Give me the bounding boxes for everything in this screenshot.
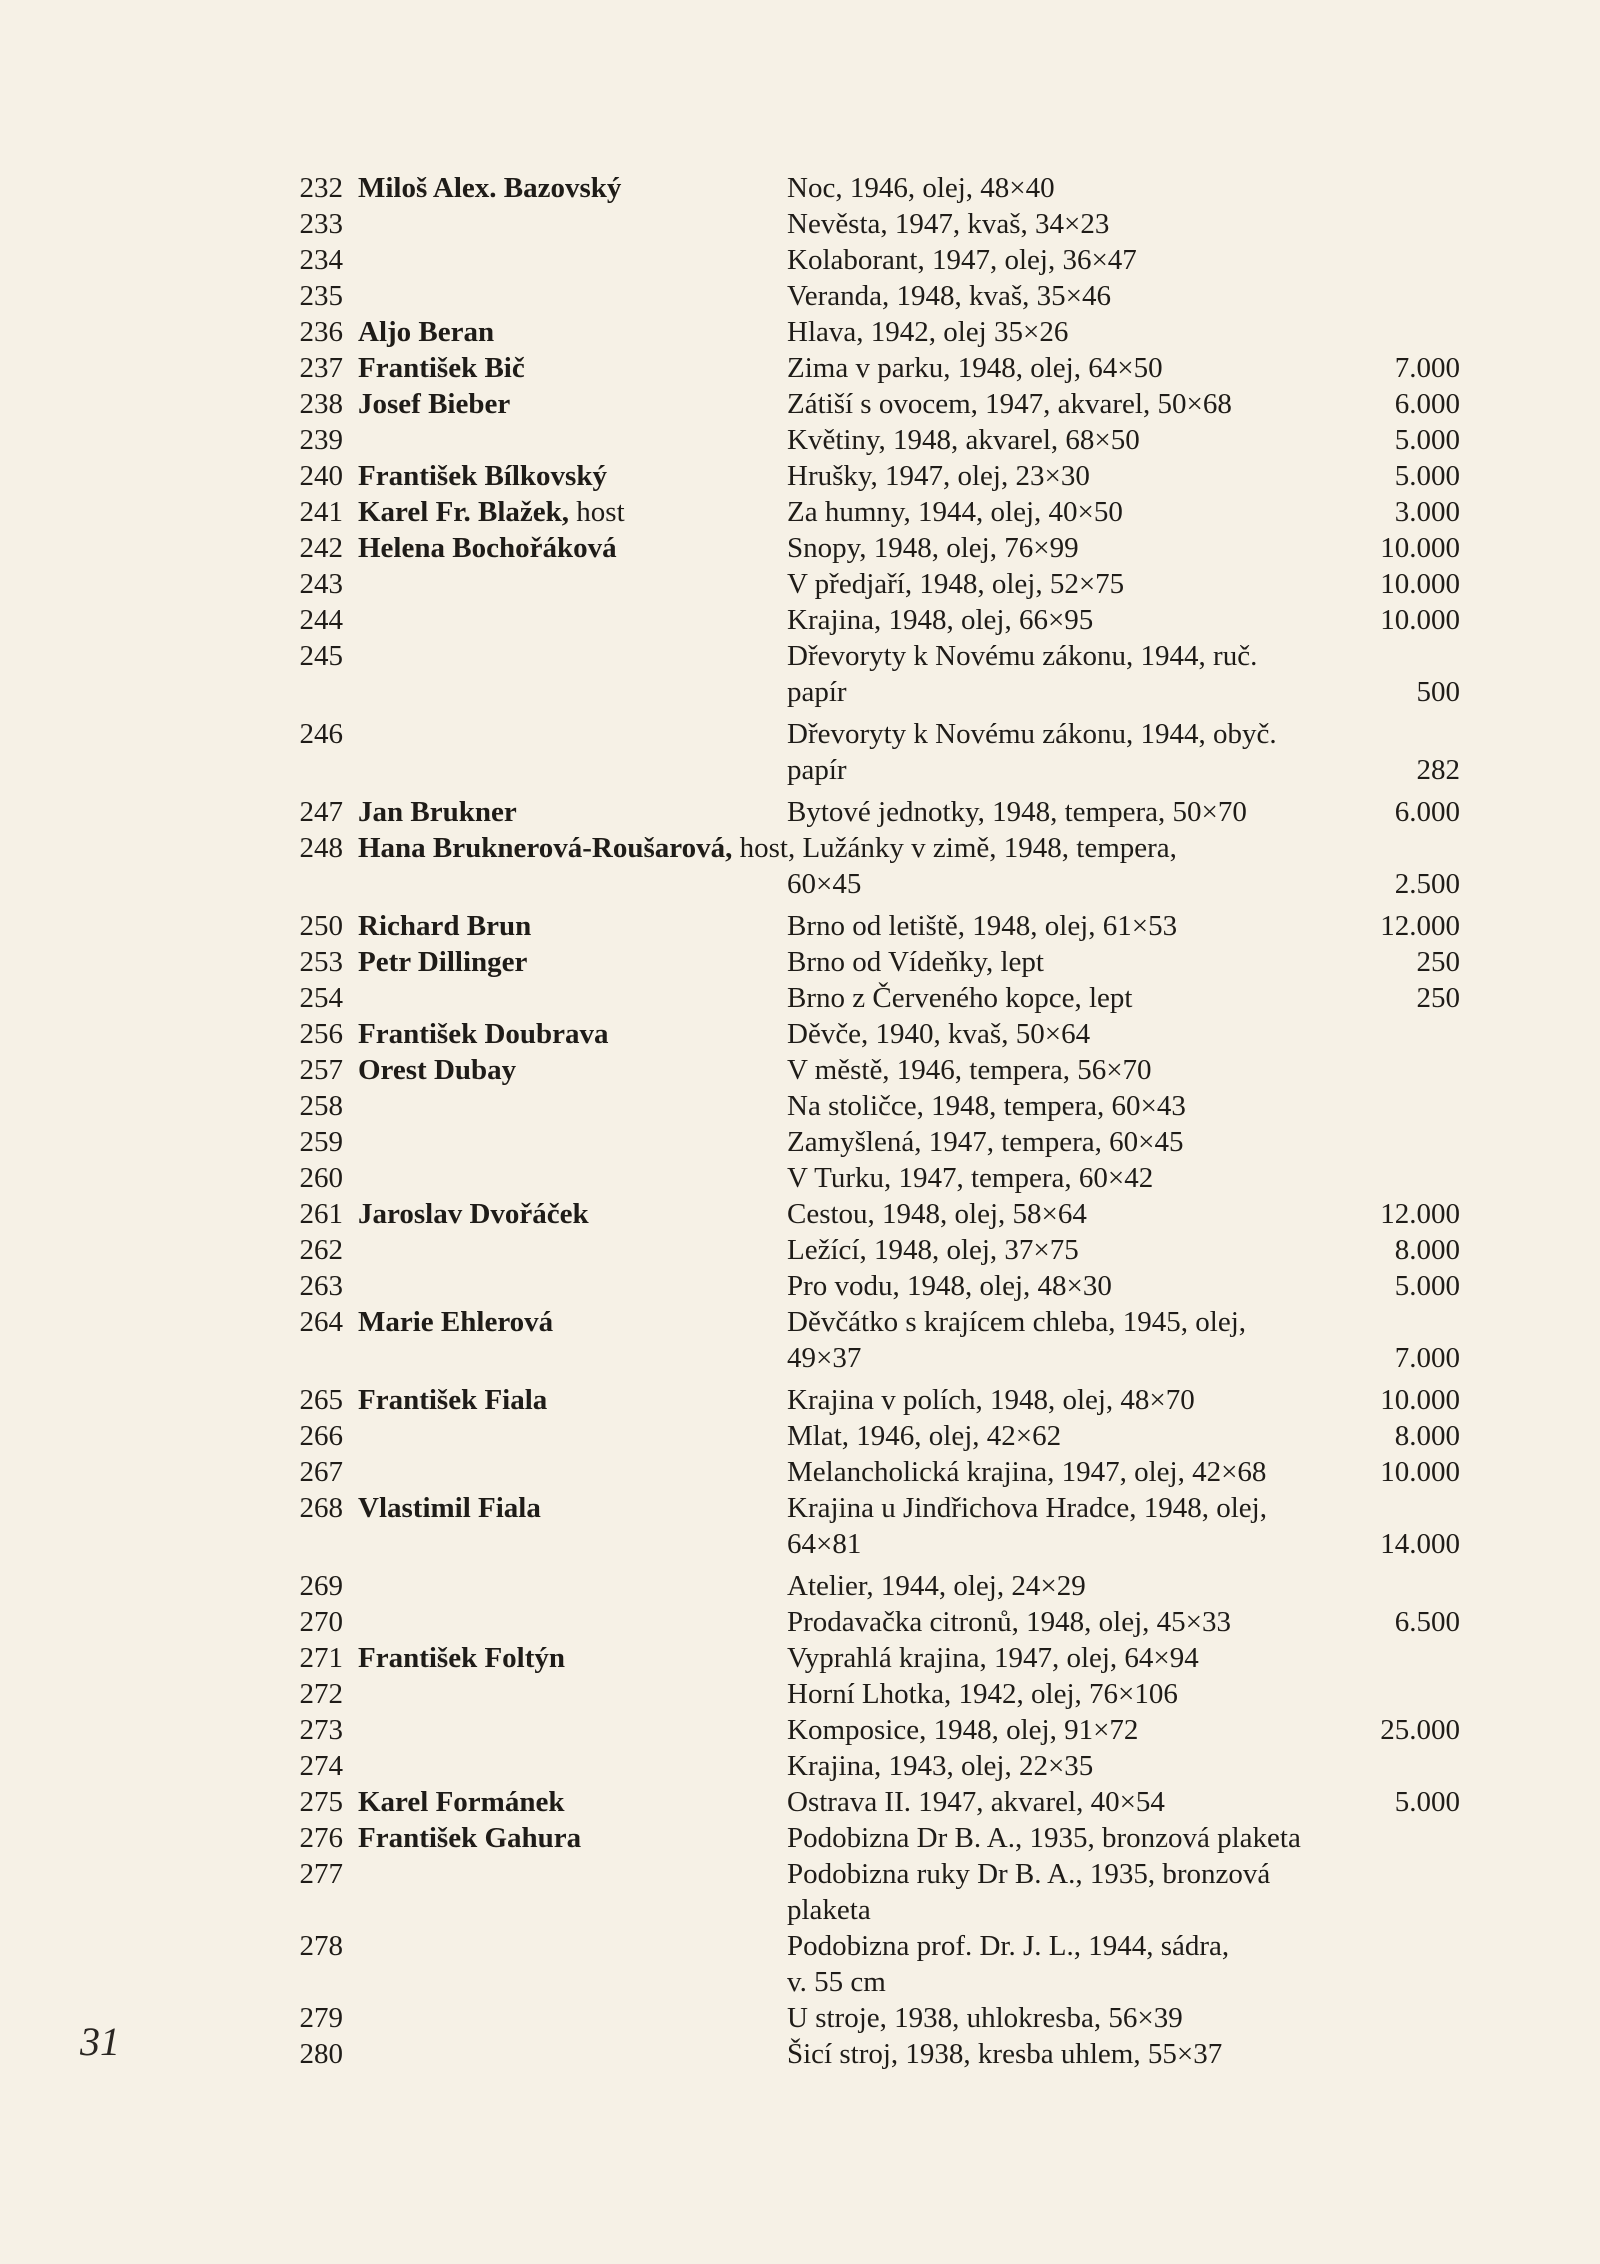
- catalog-entry: [0, 1928, 1600, 1964]
- catalog-entry: [0, 1526, 1600, 1562]
- work-description: Dřevoryty k Novému zákonu, 1944, ruč.: [787, 640, 1258, 672]
- page-number: 31: [80, 2019, 120, 2064]
- work-description: plaketa: [787, 1894, 871, 1926]
- price: 250: [1416, 946, 1460, 978]
- catalog-entry: [0, 1748, 1600, 1784]
- catalog-entry: [0, 422, 1600, 458]
- entry-number: 241: [299, 496, 343, 528]
- catalog-entry: [0, 1640, 1600, 1676]
- entry-number: 277: [299, 1858, 343, 1890]
- work-description: Brno od letiště, 1948, olej, 61×53: [787, 910, 1178, 942]
- work-description: Podobizna ruky Dr B. A., 1935, bronzová: [787, 1858, 1271, 1890]
- entry-number: 233: [299, 208, 343, 240]
- work-description: 60×45: [787, 868, 862, 900]
- price: 6.000: [1394, 796, 1460, 828]
- catalog-entry: [0, 1232, 1600, 1268]
- catalog-entry: [0, 830, 1600, 866]
- artist-name: Miloš Alex. Bazovský: [358, 172, 622, 204]
- entry-number: 265: [299, 1384, 343, 1416]
- catalog-entry: [0, 1490, 1600, 1526]
- catalog-entry: [0, 350, 1600, 386]
- price: 10.000: [1380, 1456, 1460, 1488]
- price: 12.000: [1380, 1198, 1460, 1230]
- price: 5.000: [1394, 1270, 1460, 1302]
- entry-number: 279: [299, 2002, 343, 2034]
- artist-name: František Bič: [358, 352, 525, 384]
- entry-number: 236: [299, 316, 343, 348]
- catalog-entry: [0, 2000, 1600, 2036]
- price: 5.000: [1394, 1786, 1460, 1818]
- entry-number: 271: [299, 1642, 343, 1674]
- work-description: Zima v parku, 1948, olej, 64×50: [787, 352, 1163, 384]
- price: 7.000: [1394, 352, 1460, 384]
- work-description: v. 55 cm: [787, 1966, 886, 1998]
- catalog-entry: [0, 944, 1600, 980]
- catalog-entry: [0, 2036, 1600, 2072]
- catalog-entry: [0, 1568, 1600, 1604]
- price: 10.000: [1380, 568, 1460, 600]
- catalog-entry: [0, 494, 1600, 530]
- entry-inline-text: [358, 830, 1177, 866]
- artist-name: Hana Bruknerová-Roušarová,: [358, 832, 733, 864]
- entry-number: 264: [299, 1306, 343, 1338]
- entry-number: 247: [299, 796, 343, 828]
- work-description: U stroje, 1938, uhlokresba, 56×39: [787, 2002, 1183, 2034]
- catalog-entry: [0, 908, 1600, 944]
- price: 282: [1416, 754, 1460, 786]
- entry-number: 256: [299, 1018, 343, 1050]
- work-description: Krajina u Jindřichova Hradce, 1948, olej,: [787, 1492, 1267, 1524]
- work-description: Prodavačka citronů, 1948, olej, 45×33: [787, 1606, 1232, 1638]
- work-description: Na stoličce, 1948, tempera, 60×43: [787, 1090, 1186, 1122]
- entry-number: 253: [299, 946, 343, 978]
- catalog-entry: [0, 1784, 1600, 1820]
- artist-name: Josef Bieber: [358, 388, 511, 420]
- price: 6.000: [1394, 388, 1460, 420]
- entry-number: 275: [299, 1786, 343, 1818]
- work-description: Noc, 1946, olej, 48×40: [787, 172, 1055, 204]
- entry-number: 276: [299, 1822, 343, 1854]
- work-description: 49×37: [787, 1342, 862, 1374]
- work-description: Hlava, 1942, olej 35×26: [787, 316, 1069, 348]
- entry-number: 243: [299, 568, 343, 600]
- artist-name: Orest Dubay: [358, 1054, 517, 1086]
- entry-number: 240: [299, 460, 343, 492]
- entry-number: 246: [299, 718, 343, 750]
- artist-name: Helena Bochořáková: [358, 532, 617, 564]
- work-description: Šicí stroj, 1938, kresba uhlem, 55×37: [787, 2038, 1223, 2070]
- catalog-entry: [0, 1304, 1600, 1340]
- work-description: Brno z Červeného kopce, lept: [787, 982, 1133, 1014]
- work-description: Ležící, 1948, olej, 37×75: [787, 1234, 1079, 1266]
- catalog-entry: [0, 1088, 1600, 1124]
- artist-name: František Doubrava: [358, 1018, 609, 1050]
- catalog-entry: [0, 170, 1600, 206]
- entry-number: 263: [299, 1270, 343, 1302]
- work-description: Atelier, 1944, olej, 24×29: [787, 1570, 1086, 1602]
- catalog-entry: [0, 866, 1600, 902]
- work-description: Dřevoryty k Novému zákonu, 1944, obyč.: [787, 718, 1277, 750]
- price: 8.000: [1394, 1234, 1460, 1266]
- entry-number: 234: [299, 244, 343, 276]
- work-description: Snopy, 1948, olej, 76×99: [787, 532, 1079, 564]
- catalog-entry: [0, 206, 1600, 242]
- price: 10.000: [1380, 604, 1460, 636]
- catalog-entry: [0, 566, 1600, 602]
- artist-name: Aljo Beran: [358, 316, 495, 348]
- artist-name: František Foltýn: [358, 1642, 566, 1674]
- work-description: host, Lužánky v zimě, 1948, tempera,: [732, 832, 1177, 864]
- artist-name: Marie Ehlerová: [358, 1306, 554, 1338]
- entry-number: 266: [299, 1420, 343, 1452]
- work-description: papír: [787, 676, 847, 708]
- work-description: Nevěsta, 1947, kvaš, 34×23: [787, 208, 1110, 240]
- catalog-entry: [0, 242, 1600, 278]
- catalog-entry: [0, 314, 1600, 350]
- work-description: Děvčátko s krajícem chleba, 1945, olej,: [787, 1306, 1247, 1338]
- catalog-entry: [0, 530, 1600, 566]
- price: 10.000: [1380, 532, 1460, 564]
- work-description: Horní Lhotka, 1942, olej, 76×106: [787, 1678, 1178, 1710]
- catalog-entry: [0, 980, 1600, 1016]
- price: 250: [1416, 982, 1460, 1014]
- catalog-entry: [0, 1856, 1600, 1892]
- entry-number: 267: [299, 1456, 343, 1488]
- entry-number: 268: [299, 1492, 343, 1524]
- catalog-entry: [0, 674, 1600, 710]
- work-description: V předjaří, 1948, olej, 52×75: [787, 568, 1125, 600]
- entry-number: 244: [299, 604, 343, 636]
- work-description: V městě, 1946, tempera, 56×70: [787, 1054, 1152, 1086]
- entry-number: 278: [299, 1930, 343, 1962]
- artist-name: Petr Dillinger: [358, 946, 528, 978]
- catalog-entry: [0, 1124, 1600, 1160]
- artist-name: František Gahura: [358, 1822, 582, 1854]
- entry-number: 237: [299, 352, 343, 384]
- catalog-entry: [0, 1340, 1600, 1376]
- entry-number: 269: [299, 1570, 343, 1602]
- work-description: Hrušky, 1947, olej, 23×30: [787, 460, 1090, 492]
- artist-note: host: [569, 496, 625, 528]
- work-description: Zátiší s ovocem, 1947, akvarel, 50×68: [787, 388, 1232, 420]
- price: 5.000: [1394, 424, 1460, 456]
- catalog-list: [0, 170, 1600, 2072]
- work-description: Podobizna Dr B. A., 1935, bronzová plaketa: [787, 1822, 1301, 1854]
- catalog-entry: [0, 1016, 1600, 1052]
- work-description: Pro vodu, 1948, olej, 48×30: [787, 1270, 1112, 1302]
- price: 10.000: [1380, 1384, 1460, 1416]
- catalog-entry: [0, 1160, 1600, 1196]
- work-description: V Turku, 1947, tempera, 60×42: [787, 1162, 1154, 1194]
- entry-number: 250: [299, 910, 343, 942]
- entry-number: 257: [299, 1054, 343, 1086]
- artist-name: František Bílkovský: [358, 460, 607, 492]
- artist-name: Karel Fr. Blažek, host: [358, 496, 625, 528]
- entry-number: 235: [299, 280, 343, 312]
- artist-name: Karel Formánek: [358, 1786, 565, 1818]
- entry-number: 274: [299, 1750, 343, 1782]
- catalog-entry: [0, 1454, 1600, 1490]
- catalog-entry: [0, 752, 1600, 788]
- work-description: Komposice, 1948, olej, 91×72: [787, 1714, 1139, 1746]
- entry-number: 270: [299, 1606, 343, 1638]
- work-description: Krajina v polích, 1948, olej, 48×70: [787, 1384, 1195, 1416]
- entry-number: 272: [299, 1678, 343, 1710]
- work-description: Květiny, 1948, akvarel, 68×50: [787, 424, 1140, 456]
- price: 7.000: [1394, 1342, 1460, 1374]
- catalog-entry: [0, 458, 1600, 494]
- price: 2.500: [1394, 868, 1460, 900]
- catalog-entry: [0, 1964, 1600, 2000]
- price: 25.000: [1380, 1714, 1460, 1746]
- catalog-entry: [0, 278, 1600, 314]
- work-description: Melancholická krajina, 1947, olej, 42×68: [787, 1456, 1267, 1488]
- work-description: papír: [787, 754, 847, 786]
- entry-number: 242: [299, 532, 343, 564]
- work-description: Kolaborant, 1947, olej, 36×47: [787, 244, 1137, 276]
- entry-number: 280: [299, 2038, 343, 2070]
- work-description: Mlat, 1946, olej, 42×62: [787, 1420, 1062, 1452]
- catalog-entry: [0, 1052, 1600, 1088]
- work-description: Bytové jednotky, 1948, tempera, 50×70: [787, 796, 1247, 828]
- work-description: Děvče, 1940, kvaš, 50×64: [787, 1018, 1091, 1050]
- artist-name: František Fiala: [358, 1384, 548, 1416]
- work-description: Zamyšlená, 1947, tempera, 60×45: [787, 1126, 1184, 1158]
- catalog-entry: [0, 794, 1600, 830]
- catalog-entry: [0, 1196, 1600, 1232]
- catalog-entry: [0, 1268, 1600, 1304]
- entry-number: 261: [299, 1198, 343, 1230]
- catalog-entry: [0, 1418, 1600, 1454]
- work-description: Brno od Vídeňky, lept: [787, 946, 1044, 978]
- catalog-entry: [0, 386, 1600, 422]
- catalog-entry: [0, 602, 1600, 638]
- work-description: Cestou, 1948, olej, 58×64: [787, 1198, 1087, 1230]
- artist-name: Richard Brun: [358, 910, 532, 942]
- artist-name: Jan Brukner: [358, 796, 517, 828]
- entry-number: 259: [299, 1126, 343, 1158]
- catalog-entry: [0, 1382, 1600, 1418]
- work-description: Krajina, 1948, olej, 66×95: [787, 604, 1094, 636]
- catalog-entry: [0, 1820, 1600, 1856]
- catalog-entry: [0, 638, 1600, 674]
- price: 500: [1416, 676, 1460, 708]
- catalog-entry: [0, 1712, 1600, 1748]
- entry-number: 232: [299, 172, 343, 204]
- entry-number: 258: [299, 1090, 343, 1122]
- price: 14.000: [1380, 1528, 1460, 1560]
- artist-name: Vlastimil Fiala: [358, 1492, 541, 1524]
- work-description: Podobizna prof. Dr. J. L., 1944, sádra,: [787, 1930, 1230, 1962]
- entry-number: 273: [299, 1714, 343, 1746]
- artist-name: Jaroslav Dvořáček: [358, 1198, 589, 1230]
- catalog-entry: [0, 1604, 1600, 1640]
- catalog-entry: [0, 716, 1600, 752]
- catalog-entry: [0, 1676, 1600, 1712]
- work-description: Za humny, 1944, olej, 40×50: [787, 496, 1123, 528]
- work-description: Veranda, 1948, kvaš, 35×46: [787, 280, 1112, 312]
- price: 5.000: [1394, 460, 1460, 492]
- entry-number: 248: [299, 832, 343, 864]
- catalog-entry: [0, 1892, 1600, 1928]
- entry-number: 262: [299, 1234, 343, 1266]
- work-description: Ostrava II. 1947, akvarel, 40×54: [787, 1786, 1165, 1818]
- entry-number: 254: [299, 982, 343, 1014]
- entry-number: 245: [299, 640, 343, 672]
- price: 3.000: [1394, 496, 1460, 528]
- entry-number: 260: [299, 1162, 343, 1194]
- price: 12.000: [1380, 910, 1460, 942]
- work-description: Krajina, 1943, olej, 22×35: [787, 1750, 1094, 1782]
- entry-number: 239: [299, 424, 343, 456]
- price: 8.000: [1394, 1420, 1460, 1452]
- price: 6.500: [1394, 1606, 1460, 1638]
- entry-number: 238: [299, 388, 343, 420]
- work-description: 64×81: [787, 1528, 862, 1560]
- work-description: Vyprahlá krajina, 1947, olej, 64×94: [787, 1642, 1199, 1674]
